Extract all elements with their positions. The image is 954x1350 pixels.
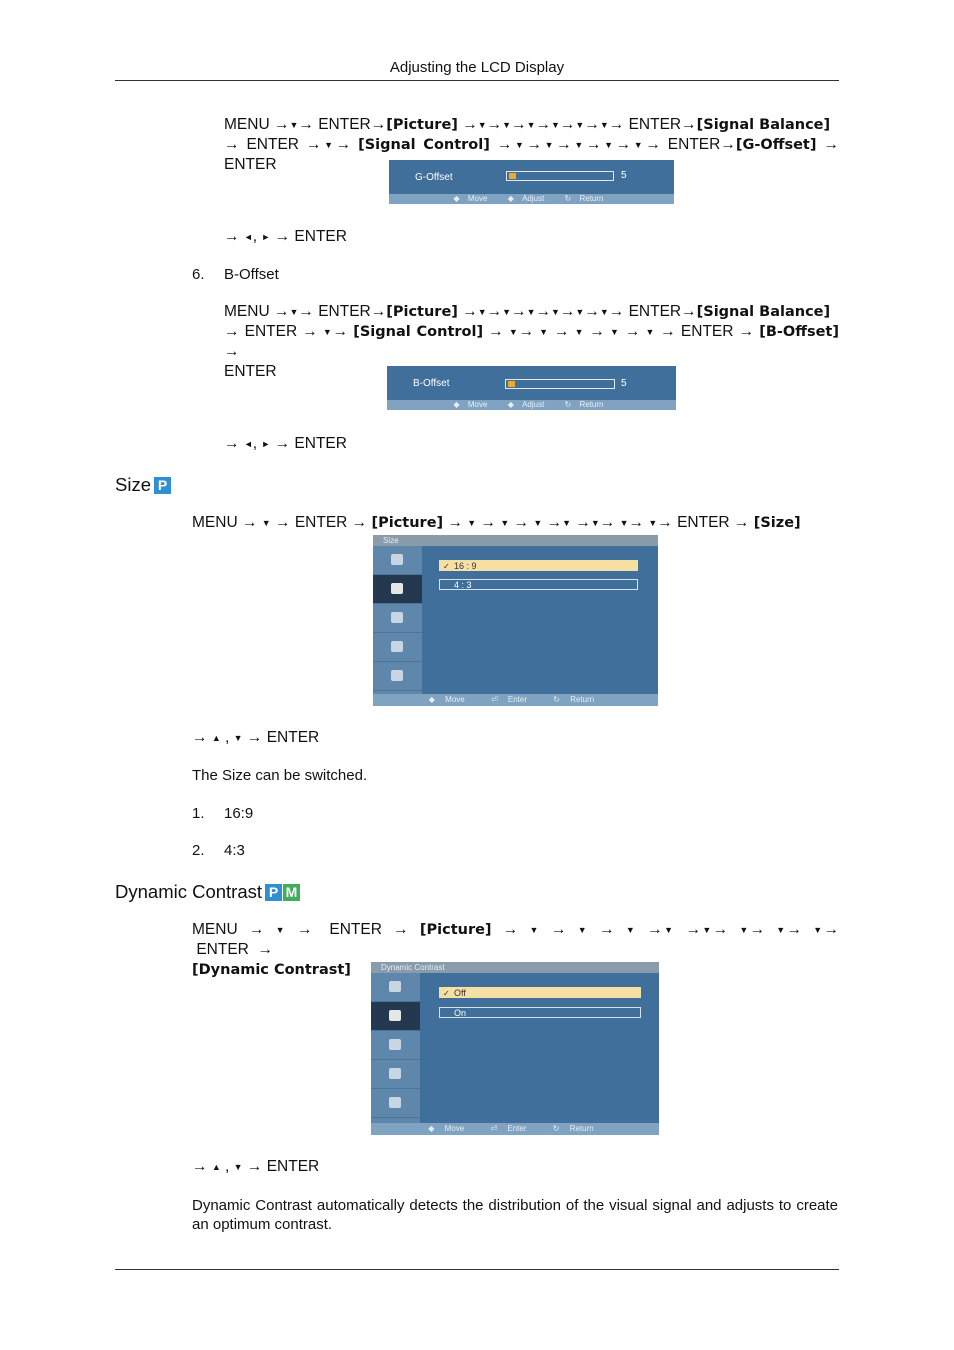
move-hint: ◆ Move bbox=[453, 400, 488, 409]
path-picture: [Picture] bbox=[386, 117, 458, 133]
osd-sidebar-item bbox=[371, 1089, 420, 1118]
size-select-path: → ▲ , ▼ → ENTER bbox=[192, 729, 320, 746]
osd-menu-title: Dynamic Contrast bbox=[371, 962, 659, 973]
dynamic-contrast-option-on[interactable]: On bbox=[439, 1007, 641, 1018]
input-icon bbox=[389, 981, 401, 992]
size-item-4-3: 4:3 bbox=[224, 842, 245, 859]
b-offset-menu-path: MENU →▼→ ENTER→[Picture] →▼→▼→▼→▼→▼→▼→ ENTER→[Signal Balance] → ENTER → ▼→ [Signal Control] → ▼→ ▼ → ▼ → ▼ → ▼ → ENTER → [B-Offset] → ENTER bbox=[224, 303, 839, 380]
header-rule bbox=[115, 80, 839, 81]
setup-icon bbox=[389, 1068, 401, 1079]
size-option-16-9[interactable]: ✓ 16 : 9 bbox=[439, 560, 638, 571]
item-number: 2. bbox=[192, 842, 205, 859]
osd-sidebar-item bbox=[373, 604, 422, 633]
osd-slider-track bbox=[505, 379, 615, 389]
move-hint: ◆ Move bbox=[428, 1124, 465, 1133]
p-mode-badge: P bbox=[265, 884, 282, 901]
b-offset-adjust-path: → ◄, ► → ENTER bbox=[224, 435, 347, 452]
b-offset-osd bbox=[387, 366, 676, 410]
osd-sidebar-item bbox=[373, 633, 422, 662]
osd-sidebar-item bbox=[371, 973, 420, 1002]
size-menu-path: MENU → ▼ → ENTER → [Picture] → ▼ → ▼ → ▼ →▼ →▼→ ▼→ ▼→ ENTER → [Size] bbox=[192, 514, 801, 531]
multi-control-icon bbox=[389, 1097, 401, 1108]
multi-control-icon bbox=[391, 670, 403, 681]
path-signal-control: [Signal Control] bbox=[358, 137, 490, 153]
osd-slider-fill bbox=[508, 381, 515, 387]
path-enter: ENTER bbox=[628, 116, 682, 133]
item-number: 6. bbox=[192, 266, 205, 283]
osd-sidebar-item bbox=[371, 1002, 420, 1031]
osd-sidebar-item bbox=[373, 546, 422, 575]
return-hint: ↻ Return bbox=[564, 194, 604, 203]
osd-menu-title: Size bbox=[373, 535, 658, 546]
footer-rule bbox=[115, 1269, 839, 1270]
sound-icon bbox=[389, 1039, 401, 1050]
return-hint: ↻ Return bbox=[564, 400, 604, 409]
dynamic-contrast-osd-menu bbox=[371, 962, 659, 1135]
path-signal-balance: [Signal Balance] bbox=[696, 117, 831, 133]
item-number: 1. bbox=[192, 805, 205, 822]
dynamic-contrast-select-path: → ▲ , ▼ → ENTER bbox=[192, 1158, 320, 1175]
dynamic-contrast-option-off[interactable]: ✓ Off bbox=[439, 987, 641, 998]
path-g-offset: [G-Offset] bbox=[735, 137, 817, 153]
g-offset-osd bbox=[389, 160, 674, 204]
m-mode-badge: M bbox=[283, 884, 300, 901]
move-hint: ◆ Move bbox=[453, 194, 488, 203]
sound-icon bbox=[391, 612, 403, 623]
osd-footer bbox=[387, 400, 676, 410]
return-hint: ↻ Return bbox=[552, 1124, 594, 1133]
size-item-16-9: 16:9 bbox=[224, 805, 254, 822]
osd-sidebar-item bbox=[371, 1060, 420, 1089]
path-enter: ENTER bbox=[224, 156, 277, 173]
osd-sidebar-item bbox=[373, 575, 422, 604]
move-hint: ◆ Move bbox=[428, 695, 465, 704]
adjust-hint: ◆ Adjust bbox=[507, 194, 545, 203]
osd-footer bbox=[373, 694, 658, 706]
g-offset-menu-path: MENU →▼→ ENTER→[Picture] →▼→▼→▼→▼→▼→▼→ ENTER→[Signal Balance] → ENTER →▼→ [Signal Control] →▼→▼→▼→▼→▼→ ENTER→[G-Offset] → ENTER bbox=[224, 116, 839, 173]
path-menu: MENU bbox=[224, 116, 270, 133]
osd-sidebar-item bbox=[371, 1031, 420, 1060]
osd-setting-name: G-Offset bbox=[415, 172, 453, 183]
osd-value: 5 bbox=[621, 170, 627, 181]
osd-sidebar-item bbox=[373, 662, 422, 691]
osd-value: 5 bbox=[621, 378, 627, 389]
p-mode-badge: P bbox=[154, 477, 171, 494]
osd-footer bbox=[371, 1123, 659, 1135]
osd-footer bbox=[389, 194, 674, 204]
picture-icon bbox=[389, 1010, 401, 1021]
osd-slider-track bbox=[506, 171, 614, 181]
osd-slider-fill bbox=[509, 173, 516, 179]
page-header-title: Adjusting the LCD Display bbox=[389, 59, 565, 76]
return-hint: ↻ Return bbox=[553, 695, 595, 704]
picture-icon bbox=[391, 583, 403, 594]
dynamic-contrast-menu-path: MENU → ▼ → ENTER → [Picture] → ▼ → ▼ → ▼ →▼ →▼→ ▼→ ▼→ ▼→ ENTER → [Dynamic Contrast] bbox=[192, 921, 839, 978]
check-icon: ✓ bbox=[443, 562, 450, 571]
check-icon: ✓ bbox=[443, 989, 450, 998]
size-osd-menu bbox=[373, 535, 658, 706]
enter-hint: ⏎ Enter bbox=[490, 1124, 527, 1133]
path-enter: ENTER bbox=[667, 136, 721, 153]
path-enter: ENTER bbox=[318, 116, 371, 133]
g-offset-adjust-path: → ◄, ► → ENTER bbox=[224, 228, 347, 245]
size-heading: Size P bbox=[115, 474, 171, 496]
size-option-4-3[interactable]: 4 : 3 bbox=[439, 579, 638, 590]
input-icon bbox=[391, 554, 403, 565]
size-description: The Size can be switched. bbox=[192, 767, 368, 784]
osd-sidebar bbox=[371, 973, 420, 1123]
enter-hint: ⏎ Enter bbox=[490, 695, 528, 704]
dynamic-contrast-description: Dynamic Contrast automatically detects the distribution of the visual signal and adjusts to create an optimum contrast. bbox=[192, 1197, 839, 1233]
osd-sidebar bbox=[373, 546, 422, 694]
adjust-hint: ◆ Adjust bbox=[507, 400, 545, 409]
path-enter: ENTER bbox=[246, 136, 299, 153]
setup-icon bbox=[391, 641, 403, 652]
b-offset-label: B-Offset bbox=[224, 266, 279, 283]
dynamic-contrast-heading: Dynamic Contrast P M bbox=[115, 881, 300, 903]
osd-setting-name: B-Offset bbox=[413, 378, 450, 389]
